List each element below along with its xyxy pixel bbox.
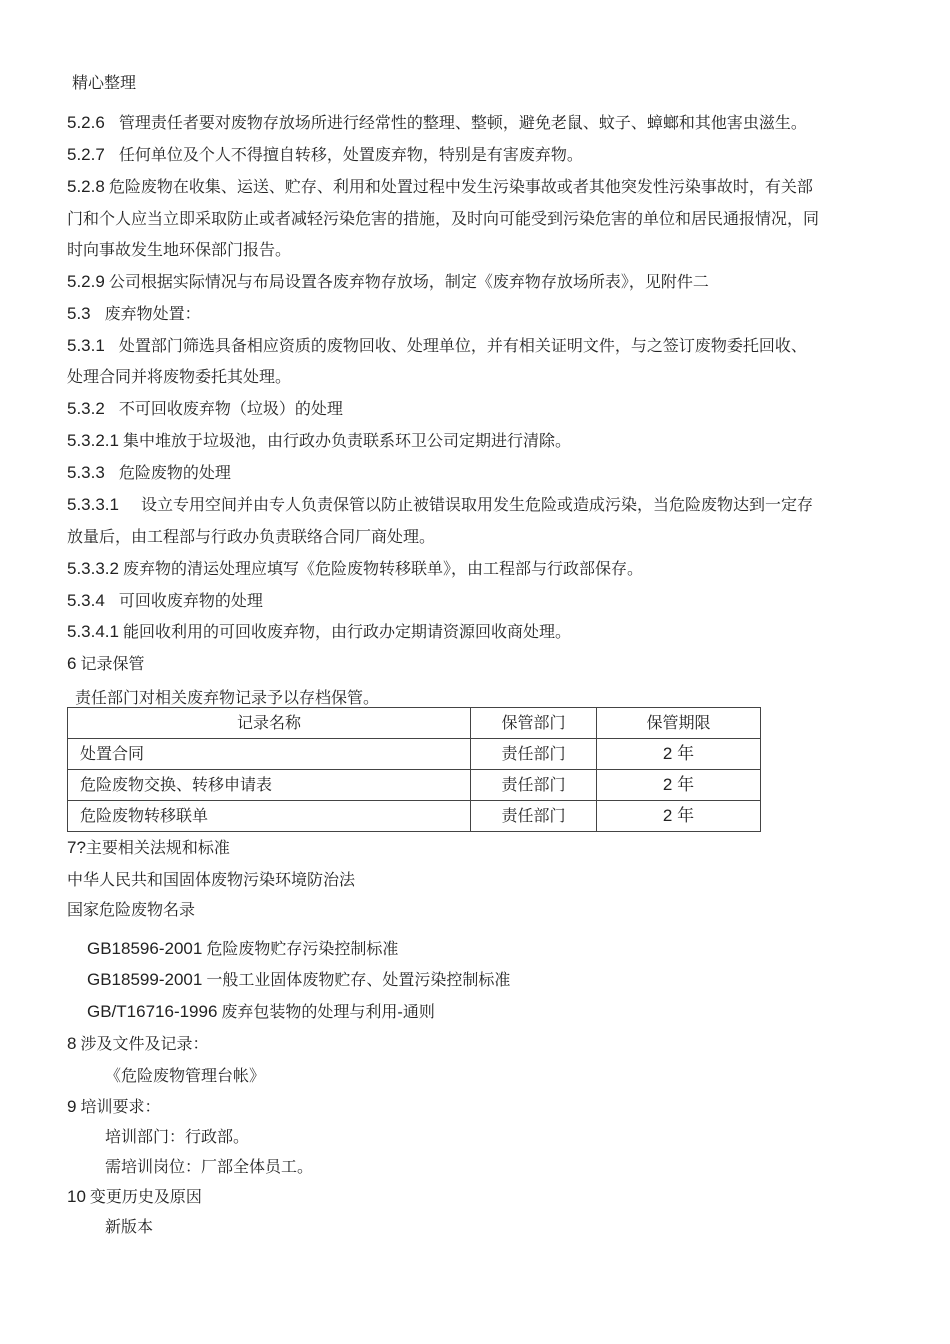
text-line [67, 870, 897, 890]
text-line [105, 1066, 935, 1086]
text-line [67, 591, 897, 611]
clause-number: 5.3.2 [67, 399, 105, 418]
text-line [67, 1187, 897, 1207]
clause-text: 处置部门筛选具备相应资质的废物回收、处理单位，并有相关证明文件，与之签订废物委托回收、 [118, 336, 807, 355]
clause-text: 涉及文件及记录： [80, 1034, 209, 1053]
clause-text: 培训要求： [80, 1097, 161, 1116]
table-cell: 2 年 [597, 739, 761, 770]
clause-number: 5.3.2.1 [67, 431, 119, 450]
clause-text: 新版本 [105, 1217, 154, 1236]
clause-text: 放量后，由工程部与行政办负责联络合同厂商处理。 [67, 527, 436, 546]
table-row [68, 739, 761, 770]
clause-text: 时向事故发生地环保部门报告。 [67, 240, 292, 259]
text-line [67, 399, 897, 419]
clause-text: 不可回收废弃物（垃圾）的处理 [118, 399, 343, 418]
text-line [67, 209, 897, 229]
clause-number: GB/T16716-1996 [87, 1002, 218, 1021]
clause-text: 公司根据实际情况与布局设置各废弃物存放场，制定《废弃物存放场所表》，见附件二 [108, 272, 709, 291]
text-line [105, 1157, 935, 1177]
text-line [67, 900, 897, 920]
clause-text: 门和个人应当立即采取防止或者减轻污染危害的措施，及时向可能受到污染危害的单位和居民通报情况，同 [67, 209, 820, 228]
clause-text: 任何单位及个人不得擅自转移，处置废弃物，特别是有害废弃物。 [118, 145, 583, 164]
text-line [67, 336, 897, 356]
table-row [68, 770, 761, 801]
table-header-row [68, 708, 761, 739]
clause-text: 主要相关法规和标准 [85, 838, 230, 857]
table-cell: 责任部门 [471, 739, 597, 770]
clause-number: 7? [67, 838, 86, 857]
table-header-cell: 保管部门 [471, 708, 597, 739]
clause-text: 能回收利用的可回收废弃物，由行政办定期请资源回收商处理。 [123, 622, 572, 641]
clause-text: 培训部门：行政部。 [105, 1127, 250, 1146]
clause-number: GB18599-2001 [87, 970, 203, 989]
text-line [105, 1217, 935, 1237]
text-line [67, 240, 897, 260]
clause-text: 记录保管 [80, 654, 145, 673]
clause-text: 中华人民共和国固体废物污染环境防治法 [67, 870, 356, 889]
clause-text: 责任部门对相关废弃物记录予以存档保管。 [75, 688, 380, 707]
clause-text: 设立专用空间并由专人负责保管以防止被错误取用发生危险或造成污染，当危险废物达到一定存 [141, 495, 814, 514]
clause-text: 集中堆放于垃圾池，由行政办负责联系环卫公司定期进行清除。 [123, 431, 572, 450]
clause-number: 5.3.4.1 [67, 622, 119, 641]
table-cell: 处置合同 [68, 739, 471, 770]
clause-text: 危险废物在收集、运送、贮存、利用和处置过程中发生污染事故或者其他突发性污染事故时，有关部 [108, 177, 813, 196]
text-line [67, 304, 897, 324]
table-cell: 责任部门 [471, 770, 597, 801]
text-line [67, 838, 897, 858]
clause-text: 国家危险废物名录 [67, 900, 196, 919]
clause-number: 5.2.8 [67, 177, 105, 196]
clause-number: 8 [67, 1034, 77, 1053]
clause-number: 5.2.6 [67, 113, 105, 132]
text-line [67, 145, 897, 165]
text-line [67, 463, 897, 483]
text-line [67, 622, 897, 642]
clause-number: 5.2.7 [67, 145, 105, 164]
text-line [67, 559, 897, 579]
clause-text: 处理合同并将废物委托其处理。 [67, 367, 292, 386]
clause-number: 5.2.9 [67, 272, 105, 291]
text-line [67, 272, 897, 292]
table-cell: 2 年 [597, 770, 761, 801]
text-line [67, 1097, 897, 1117]
table-cell: 危险废物交换、转移申请表 [68, 770, 471, 801]
clause-number: 10 [67, 1187, 86, 1206]
clause-number: 5.3.3 [67, 463, 105, 482]
clause-text: 《危险废物管理台帐》 [105, 1066, 266, 1085]
clause-text: 废弃包装物的处理与利用-通则 [221, 1002, 435, 1021]
text-line [105, 1127, 935, 1147]
clause-text: 一般工业固体废物贮存、处置污染控制标准 [206, 970, 511, 989]
text-line [67, 177, 897, 197]
table-header-cell: 记录名称 [68, 708, 471, 739]
table-cell: 2 年 [597, 801, 761, 832]
clause-text: 废弃物处置： [104, 304, 201, 323]
records-table [67, 707, 761, 832]
text-line [67, 527, 897, 547]
text-line [67, 431, 897, 451]
clause-number: GB18596-2001 [87, 939, 203, 958]
clause-number: 5.3.3.1 [67, 495, 119, 514]
clause-number: 5.3.1 [67, 336, 105, 355]
clause-text: 危险废物的处理 [118, 463, 231, 482]
text-line [87, 1002, 917, 1022]
clause-text: 变更历史及原因 [89, 1187, 202, 1206]
clause-text: 管理责任者要对废物存放场所进行经常性的整理、整顿，避免老鼠、蚊子、蟑螂和其他害虫滋生。 [118, 113, 807, 132]
clause-text: 可回收废弃物的处理 [118, 591, 263, 610]
text-line [75, 688, 905, 708]
clause-number: 5.3.4 [67, 591, 105, 610]
text-line [67, 654, 897, 674]
text-line [67, 113, 897, 133]
clause-text: 需培训岗位：厂部全体员工。 [105, 1157, 314, 1176]
clause-number: 6 [67, 654, 77, 673]
clause-number: 5.3.3.2 [67, 559, 119, 578]
clause-number: 5.3 [67, 304, 91, 323]
text-line [67, 495, 897, 515]
text-line [67, 367, 897, 387]
table-cell: 责任部门 [471, 801, 597, 832]
clause-text: 废弃物的清运处理应填写《危险废物转移联单》，由工程部与行政部保存。 [123, 559, 644, 578]
table-cell: 危险废物转移联单 [68, 801, 471, 832]
text-line [67, 1034, 897, 1054]
table-header-cell: 保管期限 [597, 708, 761, 739]
page-header-title: 精心整理 [72, 73, 137, 92]
text-line [87, 939, 917, 959]
clause-text: 危险废物贮存污染控制标准 [206, 939, 399, 958]
text-line [87, 970, 917, 990]
clause-number: 9 [67, 1097, 77, 1116]
table-row [68, 801, 761, 832]
